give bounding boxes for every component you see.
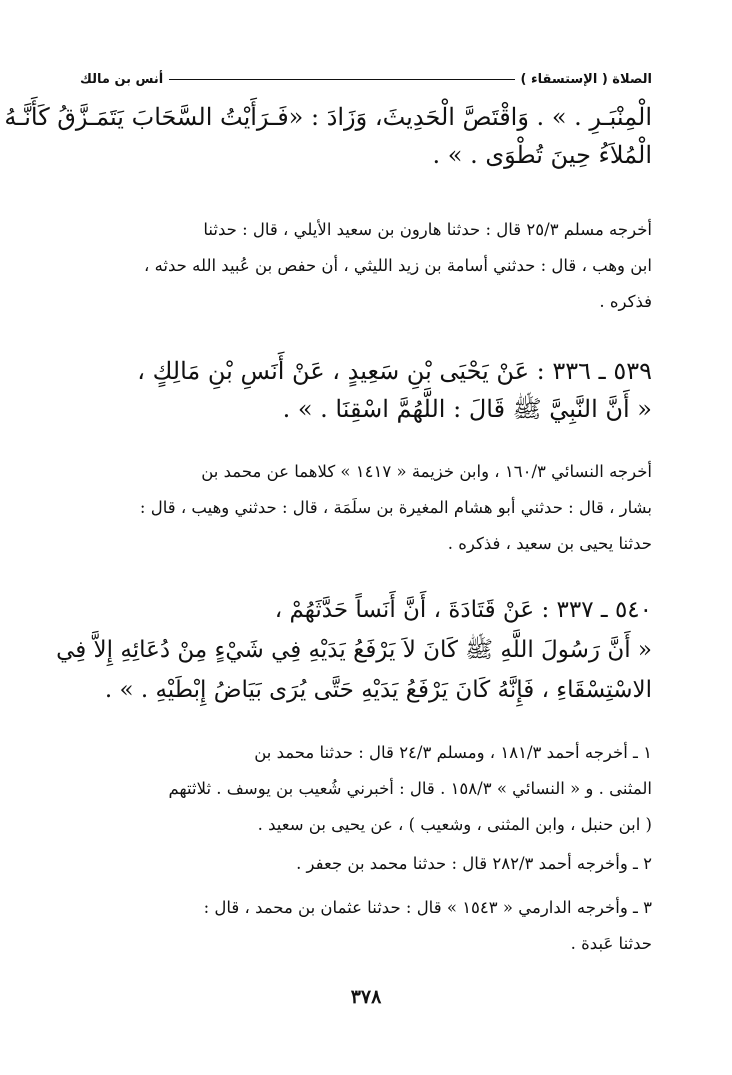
text-line: ٣ ـ وأخرجه الدارمي « ١٥٤٣ » قال : حدثنا عثمان بن محمد ، قال : [203, 898, 652, 917]
hadith-539 [70, 352, 652, 428]
text-line: فذكره . [599, 292, 652, 311]
text-line: أخرجه مسلم ٢٥/٣ قال : حدثنا هارون بن سعيد الأيلي ، قال : حدثنا [203, 220, 652, 239]
text-line: ابن وهب ، قال : حدثني أسامة بن زيد الليثي ، أن حفص بن عُبيد الله حدثه ، [144, 256, 652, 275]
text-line: ( ابن حنبل ، وابن المثنى ، وشعيب ) ، عن يحيى بن سعيد . [257, 815, 652, 834]
text-line: « أَنَّ النَّبِيَّ ﷺ قَالَ : اللَّهُمَّ اسْقِنَا . » . [282, 395, 652, 423]
text-line: أخرجه النسائي ١٦٠/٣ ، وابن خزيمة « ١٤١٧ » كلاهما عن محمد بن [201, 462, 652, 481]
page-number: ٣٧٨ [350, 986, 382, 1008]
text-line: ٥٣٩ ـ ٣٣٦ : عَنْ يَحْيَى بْنِ سَعِيدٍ ، عَنْ أَنَسِ بْنِ مَالِكٍ ، [137, 357, 652, 385]
text-line: الْمِنْبَـرِ . » . وَاقْتَصَّ الْحَدِيثَ، وَزَادَ : «فَـرَأَيْتُ السَّحَابَ يَتَمَـزَّقُ كَأَنَّـهُ [4, 103, 652, 131]
hadith-continuation [4, 98, 652, 174]
header-rule [169, 79, 514, 80]
takhrij-540-1 [70, 735, 652, 843]
text-line: بشار ، قال : حدثني أبو هشام المغيرة بن سلَمَة ، قال : حدثني وهيب ، قال : [139, 498, 652, 517]
text-line: الْمُلاَءُ حِينَ تُطْوَى . » . [432, 141, 652, 169]
running-header [80, 68, 652, 90]
text-line: الاسْتِسْقَاءِ ، فَإِنَّهُ كَانَ يَرْفَعُ يَدَيْهِ حَتَّى يُرَى بَيَاضُ إِبْطَيْهِ . » . [104, 677, 652, 703]
takhrij-540-3 [70, 890, 652, 962]
takhrij-539 [70, 454, 652, 562]
header-narrator: أنس بن مالك [80, 71, 164, 87]
text-line: ١ ـ أخرجه أحمد ١٨١/٣ ، ومسلم ٢٤/٣ قال : حدثنا محمد بن [254, 743, 652, 762]
text-line: المثنى . و « النسائي » ١٥٨/٣ . قال : أخبرني شُعيب بن يوسف . ثلاثتهم [168, 779, 652, 798]
text-line: ٢ ـ وأخرجه أحمد ٢٨٢/٣ قال : حدثنا محمد بن جعفر . [296, 854, 652, 873]
hadith-540 [56, 590, 652, 710]
takhrij-previous [70, 212, 652, 320]
text-line: حدثنا يحيى بن سعيد ، فذكره . [447, 534, 652, 553]
text-line: ٥٤٠ ـ ٣٣٧ : عَنْ قَتَادَةَ ، أَنَّ أَنَساً حَدَّثَهُمْ ، [274, 597, 652, 623]
text-line: حدثنا عَبدة . [570, 934, 652, 953]
text-line: « أَنَّ رَسُولَ اللَّهِ ﷺ كَانَ لاَ يَرْفَعُ يَدَيْهِ فِي شَيْءٍ مِنْ دُعَائِهِ إِلاَّ فِي [56, 637, 652, 663]
header-chapter: الصلاة ( الإستسقاء ) [520, 71, 652, 87]
takhrij-540-2 [70, 846, 652, 882]
